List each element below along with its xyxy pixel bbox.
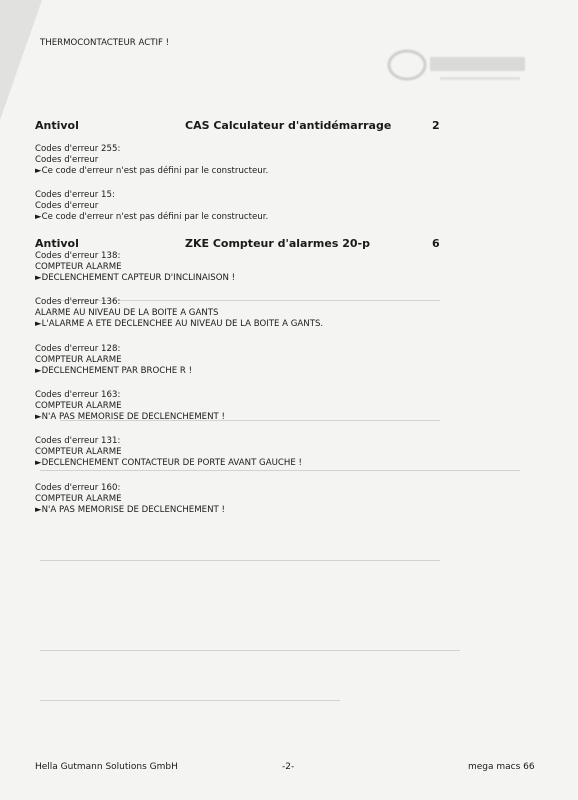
section-1-module: CAS Calculateur d'antidémarrage (185, 119, 392, 132)
error-code: Codes d'erreur 163: (35, 390, 121, 400)
error-type: COMPTEUR ALARME (35, 355, 122, 365)
error-code: Codes d'erreur 160: (35, 483, 121, 493)
footer-company: Hella Gutmann Solutions GmbH (35, 762, 178, 772)
bleed-through-line (40, 560, 440, 561)
error-detail: ►Ce code d'erreur n'est pas défini par le constructeur. (35, 166, 269, 176)
error-type: COMPTEUR ALARME (35, 494, 122, 504)
error-code: Codes d'erreur 136: (35, 297, 121, 307)
error-detail: ►DECLENCHEMENT CAPTEUR D'INCLINAISON ! (35, 273, 236, 283)
bleed-through-line (40, 650, 460, 651)
error-code: Codes d'erreur 255: (35, 144, 121, 154)
error-type: COMPTEUR ALARME (35, 262, 122, 272)
section-1-count: 2 (432, 119, 440, 132)
error-code: Codes d'erreur 128: (35, 344, 121, 354)
error-detail: ►L'ALARME A ETE DECLENCHEE AU NIVEAU DE LA BOITE A GANTS. (35, 319, 324, 329)
error-code: Codes d'erreur 138: (35, 251, 121, 261)
error-detail: ►DECLENCHEMENT PAR BROCHE R ! (35, 366, 193, 376)
section-2-category: Antivol (35, 237, 79, 250)
error-code: Codes d'erreur 15: (35, 190, 115, 200)
bleed-through-line (40, 470, 520, 471)
footer-page-number: -2- (282, 762, 295, 772)
error-type: COMPTEUR ALARME (35, 447, 122, 457)
footer-product: mega macs 66 (468, 762, 535, 772)
section-2-module: ZKE Compteur d'alarmes 20-p (185, 237, 370, 250)
error-code: Codes d'erreur 131: (35, 436, 121, 446)
bleed-through-logo (385, 45, 535, 85)
section-1-category: Antivol (35, 119, 79, 132)
error-type: ALARME AU NIVEAU DE LA BOITE A GANTS (35, 308, 219, 318)
error-detail: ►Ce code d'erreur n'est pas défini par le constructeur. (35, 212, 269, 222)
header-line: THERMOCONTACTEUR ACTIF ! (40, 38, 170, 48)
folded-corner-shadow (0, 0, 42, 120)
error-detail: ►N'A PAS MEMORISE DE DECLENCHEMENT ! (35, 505, 225, 515)
error-type: Codes d'erreur (35, 155, 99, 165)
error-detail: ►N'A PAS MEMORISE DE DECLENCHEMENT ! (35, 412, 225, 422)
section-2-count: 6 (432, 237, 440, 250)
bleed-through-line (40, 700, 340, 701)
error-type: COMPTEUR ALARME (35, 401, 122, 411)
error-detail: ►DECLENCHEMENT CONTACTEUR DE PORTE AVANT GAUCHE ! (35, 458, 302, 468)
error-type: Codes d'erreur (35, 201, 99, 211)
